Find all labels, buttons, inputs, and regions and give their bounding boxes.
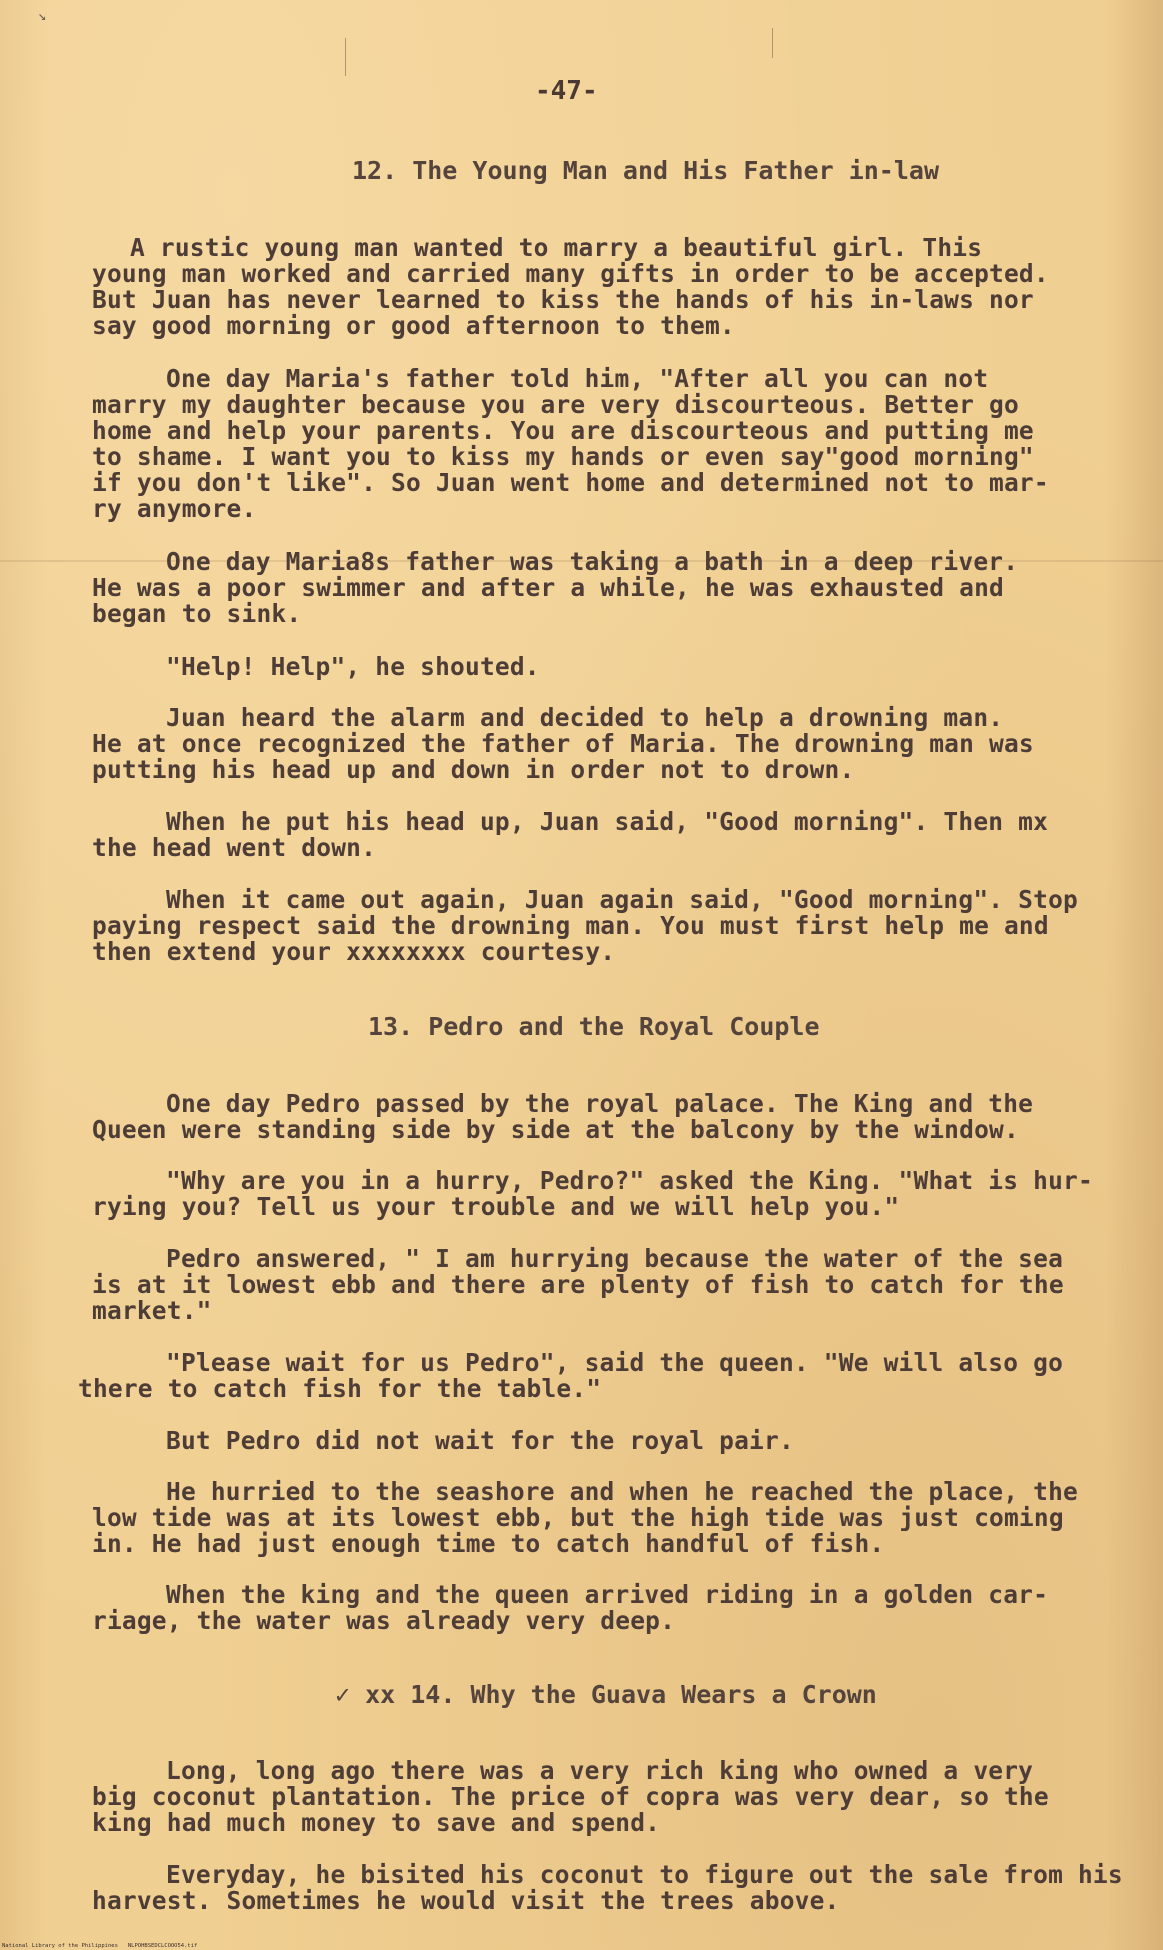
story-12-line: "Help! Help", he shouted.	[166, 652, 540, 681]
story-14-line: king had much money to save and spend.	[92, 1808, 661, 1837]
scan-footer: National Library of the Philippines NLPOHBSEDCLCOOO54.tif	[2, 1943, 198, 1949]
story-12-line: paying respect said the drowning man. You must first help me and	[92, 911, 1049, 940]
story-12-line: marry my daughter because you are very discourteous. Better go	[92, 390, 1019, 419]
story-14-line: harvest. Sometimes he would visit the trees above.	[92, 1886, 840, 1915]
story-12-line: One day Maria's father told him, "After all you can not	[166, 364, 989, 393]
margin-mark	[772, 28, 773, 58]
story-12-line: When it came out again, Juan again said, "Good morning". Stop	[166, 885, 1078, 914]
story-13-line: in. He had just enough time to catch handful of fish.	[92, 1529, 885, 1558]
story-12-title: 12. The Young Man and His Father in-law	[352, 156, 939, 185]
story-13-line: Queen were standing side by side at the balcony by the window.	[92, 1115, 1019, 1144]
story-12-line: then extend your xxxxxxxx courtesy.	[92, 937, 616, 966]
story-13-line: "Why are you in a hurry, Pedro?" asked the King. "What is hur-	[166, 1166, 1093, 1195]
story-14-line: Everyday, he bisited his coconut to figure out the sale from his	[166, 1860, 1123, 1889]
story-13-line: Pedro answered, " I am hurrying because the water of the sea	[166, 1244, 1064, 1273]
story-12-line: began to sink.	[92, 599, 302, 628]
story-13-line: is at it lowest ebb and there are plenty of fish to catch for the	[92, 1270, 1064, 1299]
story-12-line: putting his head up and down in order not to drown.	[92, 755, 855, 784]
story-13-line: "Please wait for us Pedro", said the queen. "We will also go	[166, 1348, 1064, 1377]
story-12-line: He at once recognized the father of Maria. The drowning man was	[92, 729, 1034, 758]
story-13-line: But Pedro did not wait for the royal pair.	[166, 1426, 794, 1455]
story-12-line: home and help your parents. You are discourteous and putting me	[92, 416, 1034, 445]
story-12-line: Juan heard the alarm and decided to help a drowning man.	[166, 703, 1004, 732]
story-13-line: rying you? Tell us your trouble and we will help you."	[92, 1192, 900, 1221]
story-12-line: ry anymore.	[92, 494, 257, 523]
story-12-line: But Juan has never learned to kiss the hands of his in-laws nor	[92, 285, 1034, 314]
story-13-line: there to catch fish for the table."	[78, 1374, 602, 1403]
story-12-line: say good morning or good afternoon to them.	[92, 311, 735, 340]
story-13-line: He hurried to the seashore and when he reached the place, the	[166, 1477, 1078, 1506]
story-12-line: if you don't like". So Juan went home and determined not to mar-	[92, 468, 1049, 497]
story-13-line: When the king and the queen arrived riding in a golden car-	[166, 1580, 1049, 1609]
story-12-line: When he put his head up, Juan said, "Good morning". Then mx	[166, 807, 1049, 836]
story-13-line: riage, the water was already very deep.	[92, 1606, 676, 1635]
margin-mark	[345, 38, 346, 76]
story-12-line: the head went down.	[92, 833, 377, 862]
story-14-title: ✓ xx 14. Why the Guava Wears a Crown	[335, 1680, 877, 1709]
story-12-line: He was a poor swimmer and after a while, he was exhausted and	[92, 573, 1004, 602]
story-13-line: One day Pedro passed by the royal palace. The King and the	[166, 1089, 1034, 1118]
page-number: -47-	[535, 76, 598, 106]
story-14-line: Long, long ago there was a very rich king who owned a very	[166, 1756, 1034, 1785]
story-13-title: 13. Pedro and the Royal Couple	[368, 1012, 820, 1041]
story-12-line: A rustic young man wanted to marry a beautiful girl. This	[130, 233, 983, 262]
story-14-line: big coconut plantation. The price of copra was very dear, so the	[92, 1782, 1049, 1811]
corner-mark: ↘	[38, 8, 47, 24]
story-12-line: One day Maria8s father was taking a bath in a deep river.	[166, 547, 1019, 576]
story-12-line: young man worked and carried many gifts in order to be accepted.	[92, 259, 1049, 288]
story-13-line: market."	[92, 1296, 212, 1325]
story-13-line: low tide was at its lowest ebb, but the high tide was just coming	[92, 1503, 1064, 1532]
story-12-line: to shame. I want you to kiss my hands or even say"good morning"	[92, 442, 1034, 471]
